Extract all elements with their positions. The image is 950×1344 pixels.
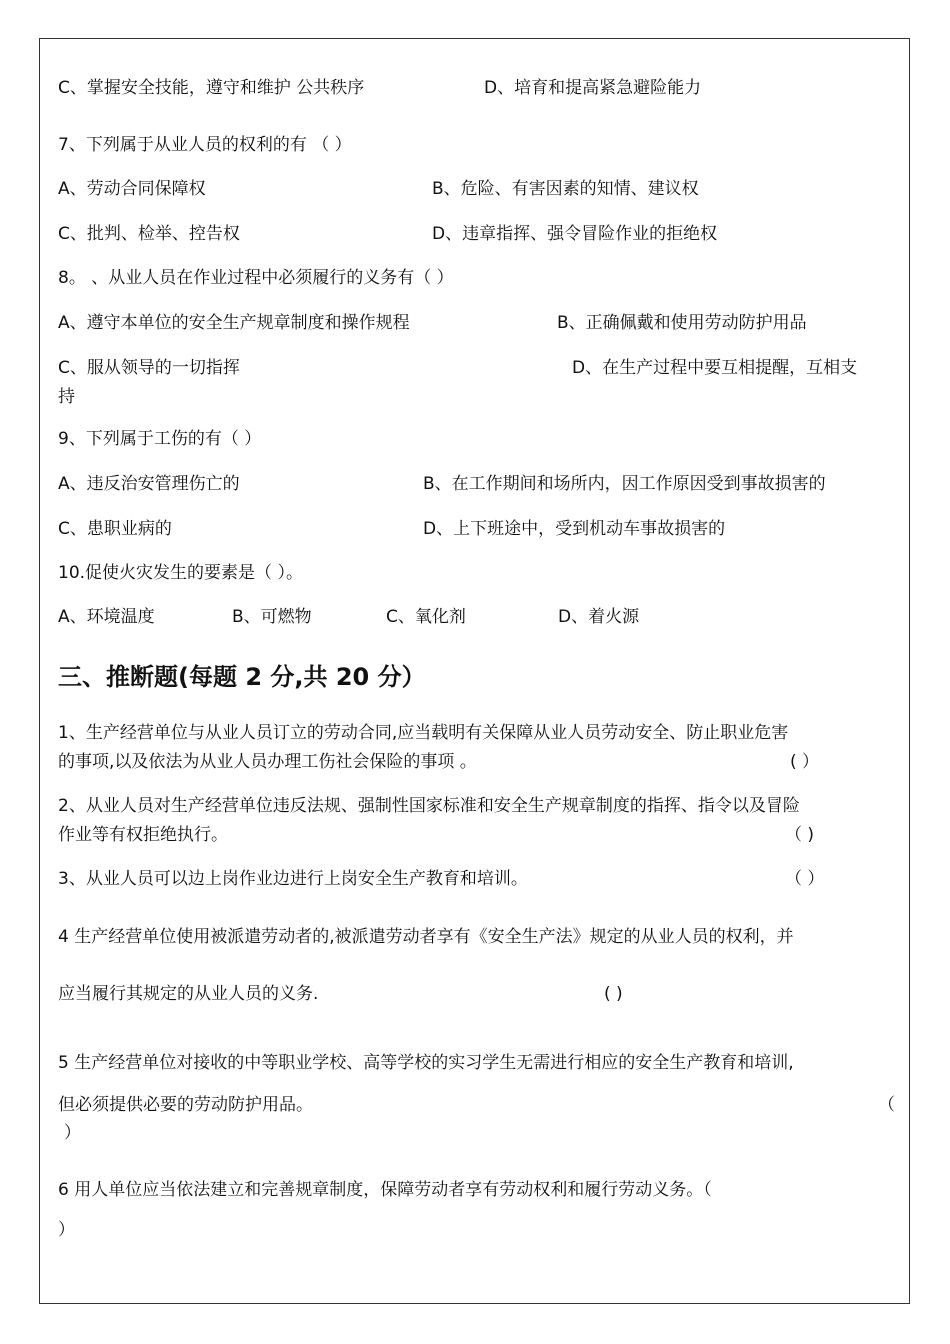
q9-stem: 9、下列属于工伤的有（ ） [58,429,262,449]
judge-4-line2: 应当履行其规定的从业人员的义务. [58,984,319,1004]
judge-4-answer-paren: ( ) [604,984,623,1004]
q10-option-c: C、氧化剂 [386,607,466,627]
q7-option-a: A、劳动合同保障权 [58,179,206,199]
q10-option-b: B、可燃物 [232,607,312,627]
judge-5-paren-open: （ [878,1095,895,1115]
judge-4-line1: 4 生产经营单位使用被派遣劳动者的,被派遣劳动者享有《安全生产法》规定的从业人员的权利，并 [58,927,794,947]
q9-option-c: C、患职业病的 [58,519,172,539]
judge-3-answer-paren: （ ） [785,869,825,889]
judge-5-line1: 5 生产经营单位对接收的中等职业学校、高等学校的实习学生无需进行相应的安全生产教育和培训, [58,1053,794,1073]
judge-5-line2: 但必须提供必要的劳动防护用品。 [58,1095,313,1115]
judge-2-line2: 作业等有权拒绝执行。 [58,825,228,845]
judge-2-answer-paren: （ ) [785,825,815,845]
judge-6-line2: ） [58,1220,75,1240]
q7-option-d: D、违章指挥、强令冒险作业的拒绝权 [432,224,718,244]
q9-option-d: D、上下班途中，受到机动车事故损害的 [423,519,726,539]
judge-5-paren-close: ） [64,1123,81,1143]
q8-option-d-line1: D、在生产过程中要互相提醒，互相支 [572,358,858,378]
judge-3: 3、从业人员可以边上岗作业边进行上岗安全生产教育和培训。 [58,869,528,889]
q8-stem: 8。 、从业人员在作业过程中必须履行的义务有（ ） [58,268,454,288]
q7-stem: 7、下列属于从业人员的权利的有 （ ） [58,135,352,155]
q8-option-b: B、正确佩戴和使用劳动防护用品 [557,313,807,333]
q8-option-d-line2: 持 [58,387,75,407]
q7-option-b: B、危险、有害因素的知情、建议权 [432,179,699,199]
judge-1-line2: 的事项,以及依法为从业人员办理工伤社会保险的事项 。 [58,752,477,772]
q10-option-a: A、环境温度 [58,607,155,627]
q10-stem: 10.促使火灾发生的要素是（ ）。 [58,563,303,583]
q9-option-a: A、违反治安管理伤亡的 [58,474,240,494]
judge-1-line1: 1、生产经营单位与从业人员订立的劳动合同,应当载明有关保障从业人员劳动安全、防止职业危害 [58,723,789,743]
q8-option-c: C、服从领导的一切指挥 [58,358,240,378]
judge-1-answer-paren: ( ） [790,752,820,772]
q8-option-a: A、遵守本单位的安全生产规章制度和操作规程 [58,313,410,333]
judge-6-line1: 6 用人单位应当依法建立和完善规章制度，保障劳动者享有劳动权利和履行劳动义务。（ [58,1180,712,1200]
section-three-title: 三、推断题(每题 2 分,共 20 分） [58,663,426,691]
q6-option-c: C、掌握安全技能，遵守和维护 公共秩序 [58,78,365,98]
q9-option-b: B、在工作期间和场所内，因工作原因受到事故损害的 [423,474,826,494]
judge-2-line1: 2、从业人员对生产经营单位违反法规、强制性国家标准和安全生产规章制度的指挥、指令以及冒险 [58,796,800,816]
q6-option-d: D、培育和提高紧急避险能力 [484,78,702,98]
q10-option-d: D、着火源 [558,607,640,627]
q7-option-c: C、批判、检举、控告权 [58,224,240,244]
